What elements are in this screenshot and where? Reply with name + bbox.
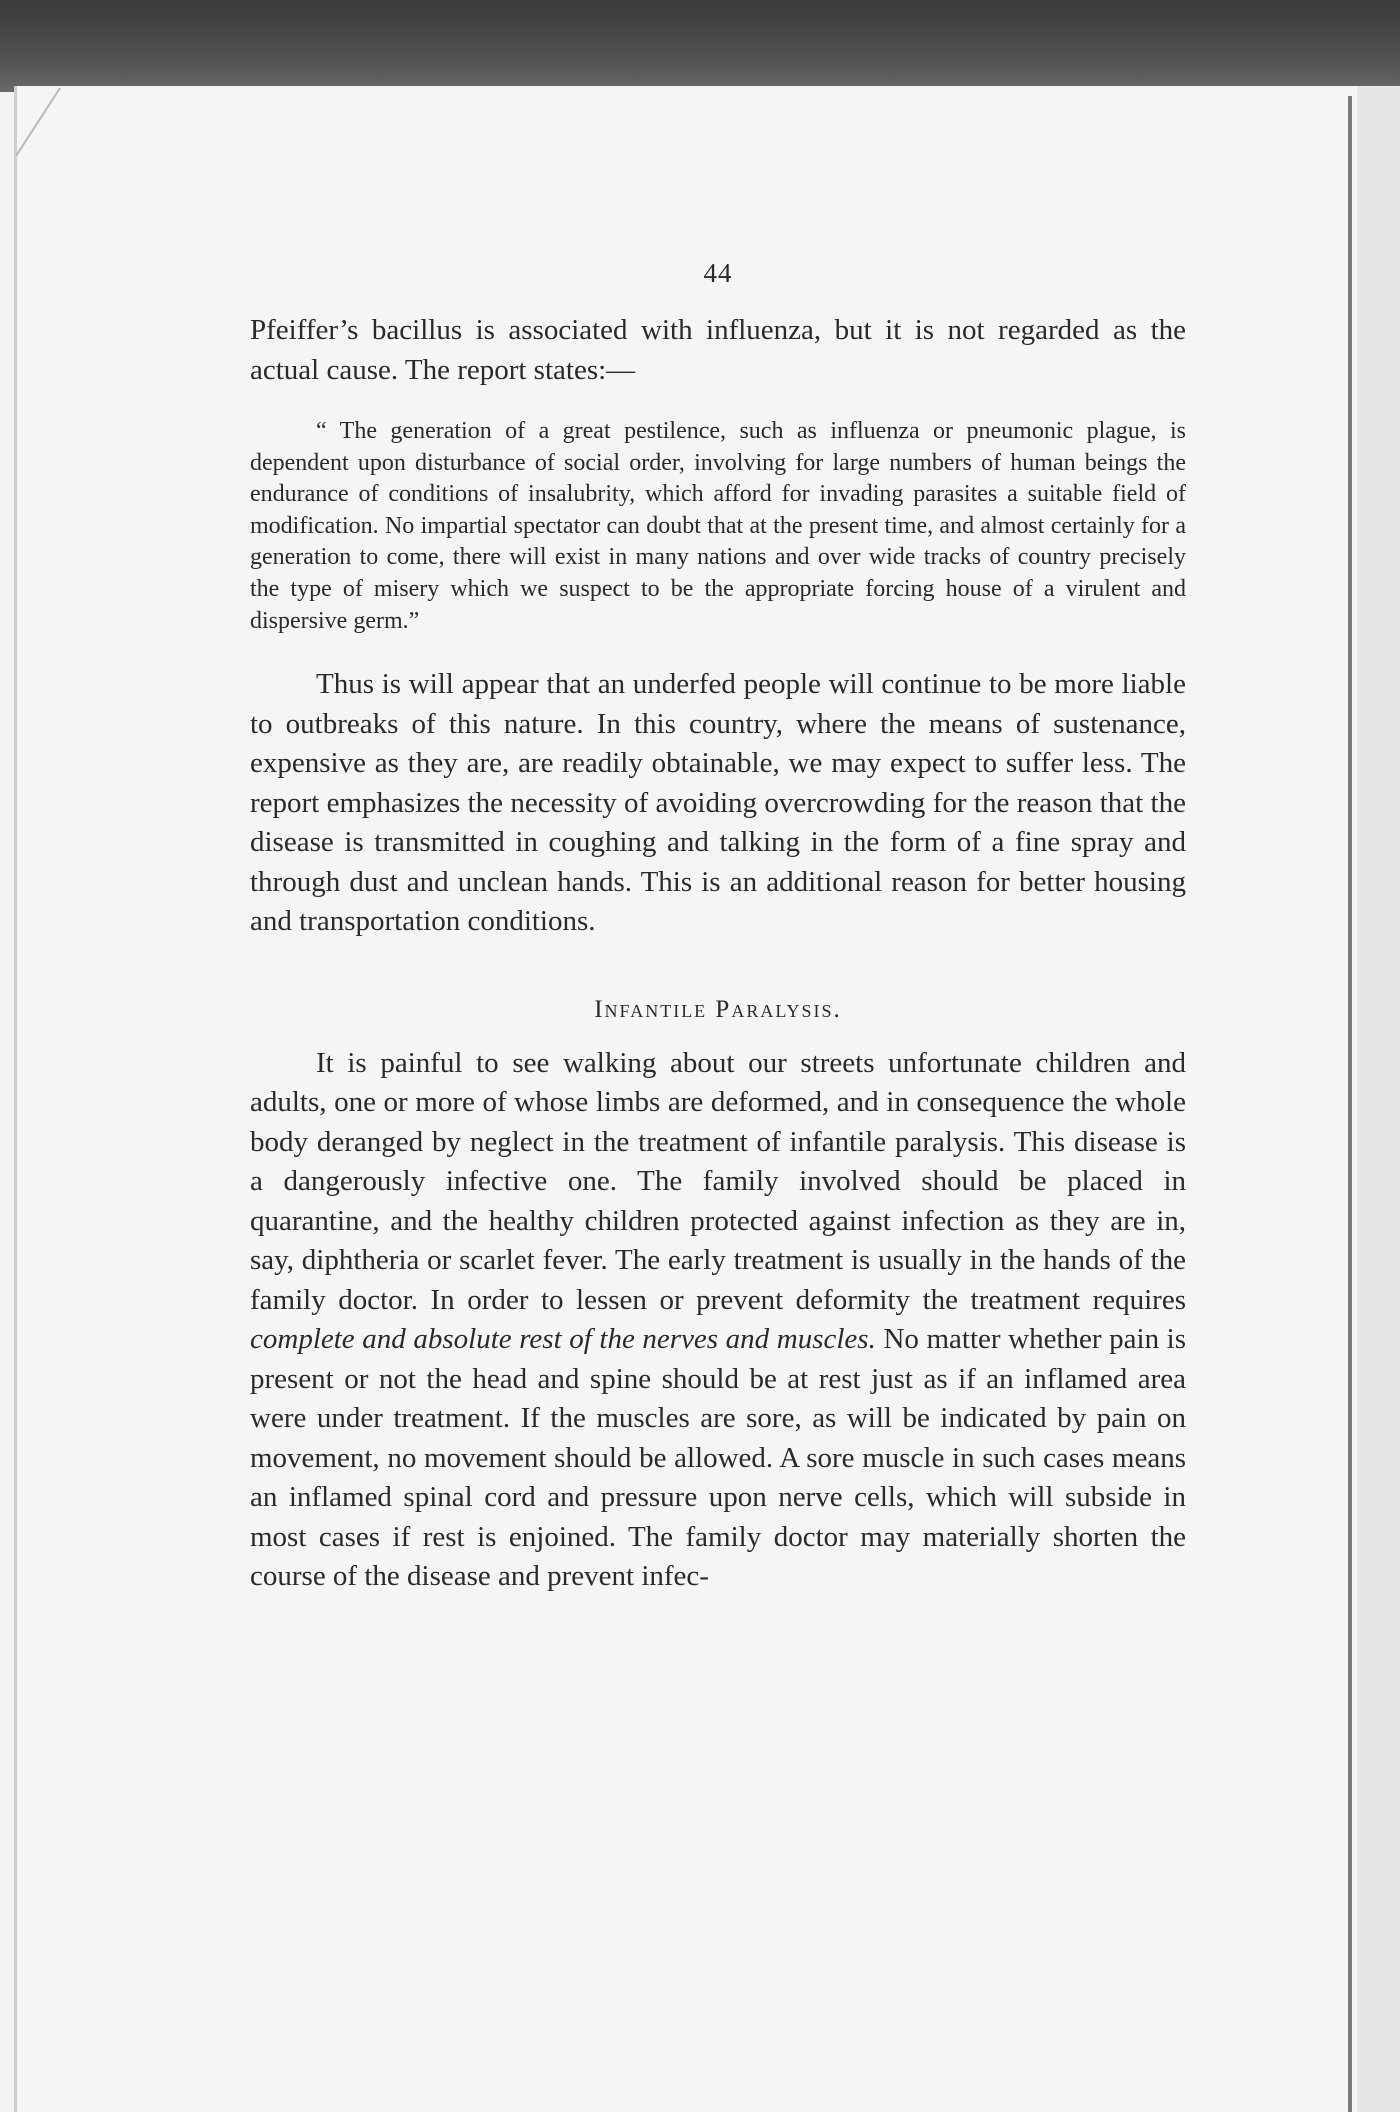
block-quote-report: “ The generation of a great pestilence, such as influenza or pneumonic plague, is dependent upon disturbance of social order, involving for large numbers of human beings the endurance of conditions of insalubrity, which afford for invading parasites a suitable field of modification. No impartial spectator can doubt that at the present time, and almost certainly for a generation to come, there will exist in many nations and over wide tracks of country precisely the type of misery which we suspect to be the appropriate forcing house of a virulent and dispersive germ.” [250,418,1186,634]
paragraph-infantile-paralysis [250,1044,1186,1597]
scan-background-right [1352,86,1400,2112]
paragraph-text-before-emphasis: It is painful to see walking about our streets unfortunate children and adults, one or more of whose limbs are deformed, and in consequence the whole body deranged by neglect in the treatment of infantile paralysis. This disease is a dangerously infective one. The family involved should be placed in quarantine, and the healthy children protected against infection as they are in, say, diphtheria or scarlet fever. The early treatment is usually in the hands of the family doctor. In order to lessen or prevent deformity the treatment requires [250,1046,1186,1316]
section-heading-infantile-paralysis: Infantile Paralysis. [594,995,842,1023]
paragraph-text-after-emphasis: No matter whether pain is present or not the head and spine should be at rest just as if an inflamed area were under treatment. If the muscles are sore, as will be indicated by pain on movement, no movement should be allowed. A sore muscle in such cases means an inflamed spinal cord and pressure upon nerve cells, which will subside in most cases if rest is enjoined. The family doctor may materially shorten the course of the disease and prevent infec- [250,1323,1187,1593]
page-edge-line [1348,96,1352,2112]
paragraph-underfed-people: Thus is will appear that an underfed people will continue to be more liable to outbreaks of this nature. In this country, where the means of sustenance, expensive as they are, are readily obtainable, we may expect to suffer less. The report emphasizes the necessity of avoiding overcrowding for the reason that the disease is transmitted in coughing and talking in the form of a fine spray and through dust and unclean hands. This is an additional reason for better housing and transportation conditions. [250,668,1186,938]
page-corner-fold [14,86,74,176]
paragraph-pfeiffer-bacillus: Pfeiffer’s bacillus is associated with influenza, but it is not regarded as the actual cause. The report states:— [250,314,1186,386]
emphasized-text: complete and absolute rest of the nerves and muscles. [250,1323,876,1356]
page-content [250,258,1186,1597]
scan-background-top [0,0,1400,92]
page-number: 44 [703,258,733,288]
